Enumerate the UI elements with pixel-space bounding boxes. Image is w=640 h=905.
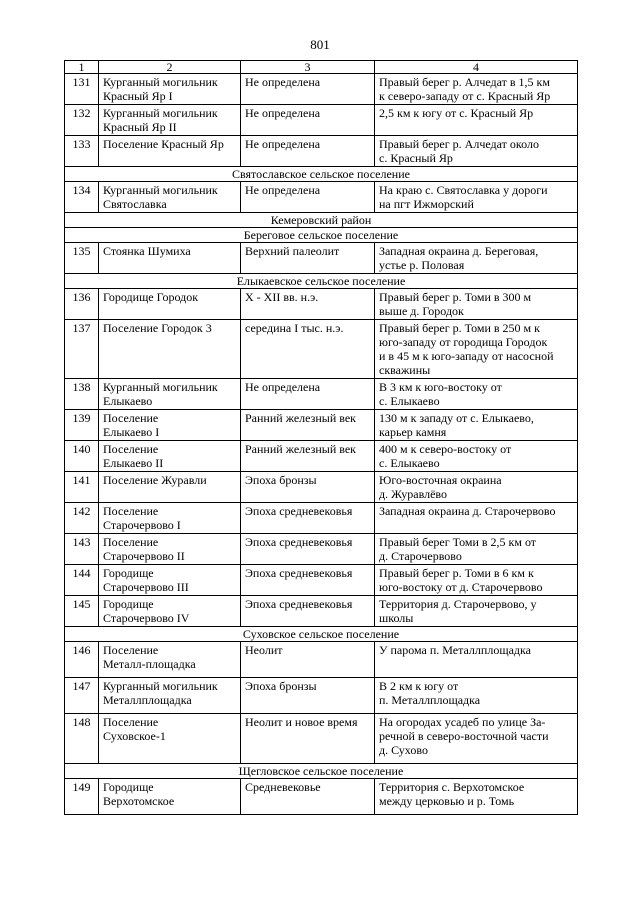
- monument-location-line: речной в северо-восточной части: [379, 729, 549, 743]
- monument-location-line: Юго-восточная окраина: [379, 473, 502, 487]
- monument-name-line: Святославка: [103, 197, 167, 211]
- monument-name-line: Красный Яр II: [103, 120, 177, 134]
- monument-name: [99, 565, 241, 596]
- monument-location-line: д. Сухово: [379, 743, 428, 757]
- monument-name-line: Старочервово I: [103, 518, 181, 532]
- monument-location: [375, 678, 578, 714]
- monument-location-line: на пгт Ижморский: [379, 197, 474, 211]
- monument-name-line: Елыкаево II: [103, 456, 164, 470]
- monument-name: [99, 503, 241, 534]
- monument-date: [241, 136, 375, 167]
- monument-name-line: Верхотомское: [103, 794, 175, 808]
- monument-name: [99, 243, 241, 274]
- monument-location: [375, 410, 578, 441]
- section-title: Береговое сельское поселение: [65, 228, 578, 243]
- monument-location-line: п. Металлплощадка: [379, 693, 481, 707]
- monument-location-line: с. Красный Яр: [379, 151, 453, 165]
- monument-location: [375, 320, 578, 379]
- monument-name-line: Поселение: [103, 411, 159, 425]
- monument-date: [241, 678, 375, 714]
- monument-location: [375, 596, 578, 627]
- monument-name-line: Стоянка Шумиха: [103, 244, 191, 258]
- monument-location-line: Территория с. Верхотомское: [379, 780, 525, 794]
- monument-name-line: Курганный могильник: [103, 75, 218, 89]
- monument-location-line: Правый берег р. Алчедат около: [379, 137, 539, 151]
- monument-name-line: Металлплощадка: [103, 693, 192, 707]
- monument-name-line: Поселение Красный Яр: [103, 137, 224, 151]
- monument-date: [241, 320, 375, 379]
- monument-name-line: Городище: [103, 597, 154, 611]
- row-number: 133: [65, 136, 99, 167]
- monument-location: [375, 642, 578, 678]
- monument-date-line: Средневековье: [245, 780, 321, 794]
- monument-date: [241, 243, 375, 274]
- section-row: [65, 167, 578, 182]
- monument-date-line: Эпоха бронзы: [245, 679, 317, 693]
- column-header-4: 4: [375, 61, 578, 74]
- row-number: 138: [65, 379, 99, 410]
- monument-name-line: Городище: [103, 780, 154, 794]
- monument-name-line: Елыкаево I: [103, 425, 160, 439]
- monument-name-line: Старочервово II: [103, 549, 185, 563]
- section-row: [65, 274, 578, 289]
- monument-location-line: между церковью и р. Томь: [379, 794, 515, 808]
- monument-name: [99, 320, 241, 379]
- monument-location-line: с. Елыкаево: [379, 456, 440, 470]
- monument-name: [99, 410, 241, 441]
- monument-location-line: 400 м к северо-востоку от: [379, 442, 512, 456]
- monument-location-line: Западная окраина д. Старочервово: [379, 504, 556, 518]
- row-number: 141: [65, 472, 99, 503]
- monument-name: [99, 678, 241, 714]
- section-title: Кемеровский район: [65, 213, 578, 228]
- monument-date-line: X - XII вв. н.э.: [245, 290, 319, 304]
- monument-name-line: Поселение Журавли: [103, 473, 207, 487]
- table-row: [65, 503, 578, 534]
- monument-location-line: карьер камня: [379, 425, 447, 439]
- table-header-row: [65, 61, 578, 74]
- monument-name-line: Городище: [103, 566, 154, 580]
- monument-date-line: середина I тыс. н.э.: [245, 321, 344, 335]
- monument-name-line: Поселение Городок 3: [103, 321, 212, 335]
- monument-location: [375, 503, 578, 534]
- monument-location: [375, 714, 578, 764]
- row-number: 140: [65, 441, 99, 472]
- monument-name-line: Поселение: [103, 535, 159, 549]
- section-row: [65, 627, 578, 642]
- monument-date-line: Не определена: [245, 183, 321, 197]
- table-row: [65, 472, 578, 503]
- row-number: 135: [65, 243, 99, 274]
- row-number: 139: [65, 410, 99, 441]
- table-row: [65, 182, 578, 213]
- monument-name-line: Курганный могильник: [103, 380, 218, 394]
- monument-location: [375, 565, 578, 596]
- monument-date: [241, 503, 375, 534]
- monument-date: [241, 534, 375, 565]
- monument-location-line: В 2 км к югу от: [379, 679, 459, 693]
- table-row: [65, 565, 578, 596]
- monument-location: [375, 289, 578, 320]
- monument-date-line: Ранний железный век: [245, 411, 357, 425]
- monument-name-line: Поселение: [103, 504, 159, 518]
- monument-name-line: Елыкаево: [103, 394, 153, 408]
- column-header-3: 3: [241, 61, 375, 74]
- row-number: 132: [65, 105, 99, 136]
- table-row: [65, 136, 578, 167]
- monument-name: [99, 379, 241, 410]
- monument-location-line: Западная окраина д. Береговая,: [379, 244, 539, 258]
- monument-name: [99, 472, 241, 503]
- monument-location-line: юго-западу от городища Городок: [379, 335, 548, 349]
- monument-location: [375, 243, 578, 274]
- monument-name: [99, 642, 241, 678]
- table-row: [65, 534, 578, 565]
- monument-location-line: 2,5 км к югу от с. Красный Яр: [379, 106, 534, 120]
- row-number: 137: [65, 320, 99, 379]
- monument-date-line: Не определена: [245, 137, 321, 151]
- section-row: [65, 764, 578, 779]
- table-row: [65, 379, 578, 410]
- monument-name: [99, 74, 241, 105]
- table-row: [65, 74, 578, 105]
- column-header-1: 1: [65, 61, 99, 74]
- monument-name-line: Городище Городок: [103, 290, 199, 304]
- monument-name: [99, 714, 241, 764]
- row-number: 144: [65, 565, 99, 596]
- monument-location-line: Правый берег р. Томи в 300 м: [379, 290, 532, 304]
- row-number: 149: [65, 779, 99, 815]
- section-title: Елыкаевское сельское поселение: [65, 274, 578, 289]
- monument-date: [241, 642, 375, 678]
- monument-name-line: Курганный могильник: [103, 679, 218, 693]
- table-row: [65, 678, 578, 714]
- monument-date: [241, 289, 375, 320]
- monument-date: [241, 410, 375, 441]
- monument-name: [99, 136, 241, 167]
- monument-date: [241, 105, 375, 136]
- monument-location: [375, 472, 578, 503]
- monument-date: [241, 565, 375, 596]
- table-row: [65, 320, 578, 379]
- table-row: [65, 779, 578, 815]
- monument-name: [99, 779, 241, 815]
- monument-date: [241, 714, 375, 764]
- section-row: [65, 213, 578, 228]
- row-number: 143: [65, 534, 99, 565]
- monument-location: [375, 182, 578, 213]
- monument-location-line: скважины: [379, 363, 431, 377]
- monument-location-line: выше д. Городок: [379, 304, 464, 318]
- monument-name: [99, 441, 241, 472]
- monument-name: [99, 105, 241, 136]
- monument-name-line: Поселение: [103, 442, 159, 456]
- row-number: 148: [65, 714, 99, 764]
- monument-date-line: Эпоха средневековья: [245, 504, 353, 518]
- section-title: Суховское сельское поселение: [65, 627, 578, 642]
- table-row: [65, 642, 578, 678]
- monument-name: [99, 596, 241, 627]
- monument-location: [375, 105, 578, 136]
- section-row: [65, 228, 578, 243]
- monument-name-line: Поселение: [103, 715, 159, 729]
- monument-location: [375, 534, 578, 565]
- monument-date-line: Неолит и новое время: [245, 715, 358, 729]
- table-row: [65, 441, 578, 472]
- row-number: 142: [65, 503, 99, 534]
- monument-name-line: Поселение: [103, 643, 159, 657]
- table-row: [65, 410, 578, 441]
- monument-date-line: Ранний железный век: [245, 442, 357, 456]
- monument-location-line: д. Журавлёво: [379, 487, 448, 501]
- row-number: 147: [65, 678, 99, 714]
- row-number: 131: [65, 74, 99, 105]
- monument-location-line: Правый берег р. Томи в 250 м к: [379, 321, 540, 335]
- page-number: 801: [310, 37, 330, 52]
- monument-location: [375, 779, 578, 815]
- monument-name-line: Старочервово III: [103, 580, 189, 594]
- monument-name-line: Старочервово IV: [103, 611, 190, 625]
- monument-location-line: 130 м к западу от с. Елыкаево,: [379, 411, 534, 425]
- monument-location-line: д. Старочервово: [379, 549, 462, 563]
- monument-location-line: устье р. Половая: [379, 258, 465, 272]
- monument-location-line: У парома п. Металлплощадка: [379, 643, 531, 657]
- column-header-2: 2: [99, 61, 241, 74]
- monument-date-line: Эпоха средневековья: [245, 535, 353, 549]
- row-number: 146: [65, 642, 99, 678]
- monument-name: [99, 534, 241, 565]
- monument-name-line: Красный Яр I: [103, 89, 173, 103]
- table-row: [65, 243, 578, 274]
- table-row: [65, 289, 578, 320]
- monument-location-line: На огородах усадеб по улице За-: [379, 715, 546, 729]
- monument-date: [241, 472, 375, 503]
- monuments-table: [64, 60, 578, 815]
- monument-date-line: Эпоха средневековья: [245, 566, 353, 580]
- monument-location-line: юго-востоку от д. Старочервово: [379, 580, 543, 594]
- monument-name-line: Суховское-1: [103, 729, 166, 743]
- monument-location-line: с. Елыкаево: [379, 394, 440, 408]
- monument-date-line: Неолит: [245, 643, 283, 657]
- monument-location-line: На краю с. Святославка у дороги: [379, 183, 548, 197]
- monument-date-line: Эпоха бронзы: [245, 473, 317, 487]
- monument-date-line: Верхний палеолит: [245, 244, 340, 258]
- row-number: 136: [65, 289, 99, 320]
- table-row: [65, 596, 578, 627]
- monument-date: [241, 182, 375, 213]
- section-title: Щегловское сельское поселение: [65, 764, 578, 779]
- monument-location-line: Правый берег р. Томи в 6 км к: [379, 566, 534, 580]
- section-title: Святославское сельское поселение: [65, 167, 578, 182]
- row-number: 145: [65, 596, 99, 627]
- monument-name-line: Курганный могильник: [103, 183, 218, 197]
- monument-name: [99, 182, 241, 213]
- monument-date: [241, 74, 375, 105]
- monument-name: [99, 289, 241, 320]
- monument-location-line: школы: [379, 611, 414, 625]
- monument-date: [241, 779, 375, 815]
- monument-name-line: Курганный могильник: [103, 106, 218, 120]
- monument-location-line: Правый берег р. Алчедат в 1,5 км: [379, 75, 550, 89]
- monument-location-line: к северо-западу от с. Красный Яр: [379, 89, 551, 103]
- table-row: [65, 105, 578, 136]
- table-row: [65, 714, 578, 764]
- monument-date-line: Не определена: [245, 380, 321, 394]
- monument-location-line: В 3 км к юго-востоку от: [379, 380, 502, 394]
- monument-date: [241, 379, 375, 410]
- monument-location: [375, 74, 578, 105]
- monument-location-line: Территория д. Старочервово, у: [379, 597, 537, 611]
- monument-date: [241, 441, 375, 472]
- monument-location: [375, 136, 578, 167]
- row-number: 134: [65, 182, 99, 213]
- monument-date-line: Не определена: [245, 106, 321, 120]
- monument-date-line: Эпоха средневековья: [245, 597, 353, 611]
- monument-name-line: Металл-площадка: [103, 657, 196, 671]
- monument-date-line: Не определена: [245, 75, 321, 89]
- monument-location: [375, 441, 578, 472]
- monuments-table-body: [65, 61, 578, 815]
- monument-date: [241, 596, 375, 627]
- monument-location: [375, 379, 578, 410]
- monument-location-line: Правый берег Томи в 2,5 км от: [379, 535, 537, 549]
- monument-location-line: и в 45 м к юго-западу от насосной: [379, 349, 554, 363]
